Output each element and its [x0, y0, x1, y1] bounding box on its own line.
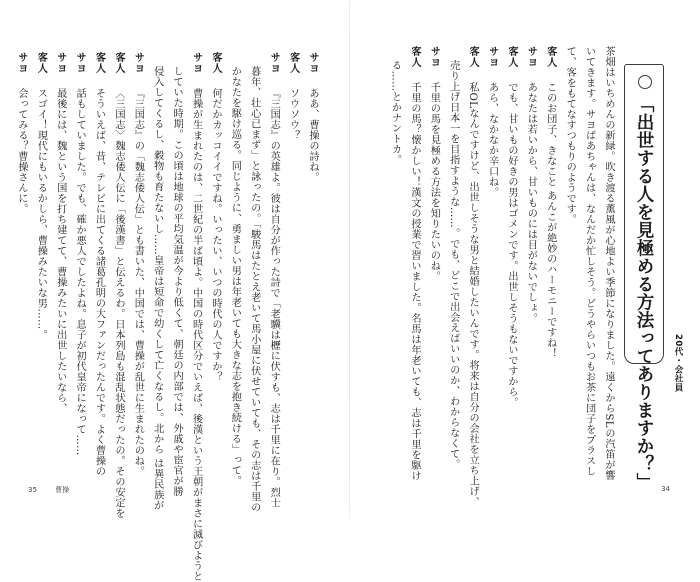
- dialogue-text: 何だかカッコイイですね。いったい、いつの時代の人ですか？: [209, 88, 221, 382]
- dialogue-text: 『三国志』の英雄よ。彼は自分が作った詩で「老驥は櫪に伏すも、志は千里に在り。烈士: [268, 88, 280, 508]
- dialogue-line: [599, 46, 618, 481]
- question-title: 「出世する人を見極める方法ってありますか？」: [634, 95, 654, 491]
- dialogue-line: [424, 46, 443, 466]
- speaker-label: 客人: [93, 52, 105, 74]
- dialogue-text: 〈三国志〉魏志倭人伝に「後漢書」と伝えるわ。日本列島も混乱状態だったの。その安定を: [112, 88, 124, 519]
- speaker-label: サヨ: [54, 52, 66, 74]
- narration-text: て、客をもてなすつもりのようです。: [564, 46, 576, 225]
- speaker-label: 客人: [35, 52, 47, 74]
- dialogue-line: [405, 46, 424, 481]
- speaker-label: サヨ: [307, 52, 318, 74]
- dialogue-text: 曹操が生まれたのは、二世紀の半ば頃よ。中国の時代区分でいえば、後漢という王朝がまさに滅びようと: [190, 88, 202, 582]
- dialogue-line: [303, 52, 322, 472]
- dialogue-text: あなたは若いから、甘いものには目がないでしょ。: [525, 82, 537, 324]
- dialogue-line: [31, 52, 50, 472]
- dialogue-line: [560, 46, 579, 466]
- dialogue-text: 会ってみる？曹操さんに。: [15, 88, 27, 214]
- dialogue-line: [225, 52, 244, 486]
- dialogue-text: スゴイ！現代にもいるかしら、曹操みたいな男……。: [35, 88, 47, 340]
- speaker-label: 客人: [408, 46, 420, 68]
- dialogue-text: 私OLなんですけど、出世しそうな男と結婚したいんです。将来は自分の会社を立ち上げ、: [467, 82, 479, 508]
- dialogue-line: [12, 52, 31, 472]
- dialogue-line: [443, 46, 462, 470]
- dialogue-text: そういえば、昔、テレビに出てくる諸葛孔明の大ファンだったんです。よく曹操の: [93, 88, 105, 477]
- dialogue-line: [70, 52, 89, 472]
- speaker-label: サヨ: [268, 52, 280, 74]
- dialogue-line: [482, 46, 501, 466]
- speaker-label: 客人: [112, 52, 124, 74]
- speaker-label: 客人: [544, 46, 556, 68]
- speaker-label: サヨ: [525, 46, 537, 68]
- speaker-label: サヨ: [132, 52, 144, 74]
- dialogue-text: 最後には、魏という国を打ち建てて、曹操みたいに出世したいなら、: [54, 88, 66, 414]
- question-banner: [624, 64, 664, 491]
- asker-tag: 20代・会社員: [673, 334, 683, 392]
- dialogue-line: [128, 52, 147, 477]
- dialogue-text: 侵入してくるし、穀物も育たないし……皇帝は短命で幼くして亡くなるし。北から は異民族が: [151, 66, 163, 511]
- dialogue-text: る……とかナントカ。: [389, 60, 401, 165]
- right-page: [350, 0, 700, 519]
- dialogue-line: [167, 52, 186, 497]
- dialogue-line: [463, 46, 482, 508]
- dialogue-text: でも、甘いもの好きの男はゴメンです。出世しそうもないですから。: [505, 82, 517, 408]
- dialogue-line: [109, 52, 128, 519]
- dialogue-text: 話もしていました。でも、確か悪人でしたよね。息子が初代皇帝になって……: [74, 88, 86, 456]
- left-page-footer: [28, 485, 69, 495]
- narration-text: いてきます。サヨばあちゃんは、なんだか忙しそう。どうやらいつもお茶に団子をプラスし: [583, 46, 595, 477]
- speaker-label: 客人: [287, 52, 299, 74]
- speaker-label: サヨ: [74, 52, 86, 74]
- dialogue-line: [50, 52, 69, 472]
- page-number: 34: [661, 485, 670, 493]
- dialogue-text: このお団子、きなこと あんこが絶妙のハーモニーですね！: [544, 82, 556, 359]
- narration-text: 茶畑はいちめんの新緑。吹き渡る薫風が心地よい季節になりました。遠くからSLの汽笛が響: [603, 46, 614, 481]
- dialogue-line: [244, 52, 263, 513]
- dialogue-text: 売り上げ日本一を目指すような……。でも、どこで出会えばいいのか、わからなくて。: [447, 60, 459, 470]
- dialogue-text: 『三国志』の「魏志倭人伝」とも書いた、中国では、曹操が乱世に生まれたのね。: [132, 88, 144, 477]
- dialogue-text: ああ、曹操の詩ね。: [307, 88, 318, 183]
- speaker-label: 客人: [209, 52, 221, 74]
- dialogue-line: [540, 46, 559, 466]
- dialogue-text: あら、なかなか辛口ね。: [486, 82, 498, 198]
- speaker-label: サヨ: [428, 46, 440, 68]
- dialogue-line: [89, 52, 108, 477]
- tag-hole-icon: [638, 75, 652, 89]
- dialogue-line: [264, 52, 283, 508]
- speaker-label: 客人: [467, 46, 479, 68]
- dialogue-line: [579, 46, 598, 477]
- dialogue-text: 千里の馬を見極める方法を知りたいのね。: [428, 82, 440, 282]
- speaker-label: サヨ: [15, 52, 27, 74]
- dialogue-line: [206, 52, 225, 472]
- dialogue-line: [502, 46, 521, 466]
- speaker-label: サヨ: [486, 46, 498, 68]
- dialogue-line: [521, 46, 540, 466]
- speaker-label: 客人: [505, 46, 517, 68]
- dialogue-text: ソウソウ？: [287, 88, 299, 141]
- dialogue-text: 千里の馬？懐かしい！漢文の授業で習いました。名馬は年老いても、志は千里を駆け: [408, 82, 420, 481]
- dialogue-text: していた時期。この頃は地球の平均気温が今より低くて、朝廷の内部では、外戚や宦官が勝: [171, 66, 183, 497]
- dialogue-line: [186, 52, 205, 582]
- speaker-label: サヨ: [190, 52, 202, 74]
- dialogue-line: [385, 46, 404, 466]
- dialogue-text: 暮年、壮心已まず」と詠ったの。「駿馬はたとえ老いて馬小屋に伏せていても、その志は千里の: [248, 66, 260, 513]
- running-head: 曹操: [55, 486, 70, 494]
- right-page-footer: [661, 485, 670, 493]
- right-page-dialogue: [385, 46, 618, 508]
- dialogue-text: かなたを駆け巡る。同じように、勇ましい男は年老いても大きな志を抱き続ける」って。: [229, 66, 241, 486]
- dialogue-line: [147, 52, 166, 511]
- dialogue-line: [283, 52, 302, 472]
- page-number: 35: [28, 486, 37, 494]
